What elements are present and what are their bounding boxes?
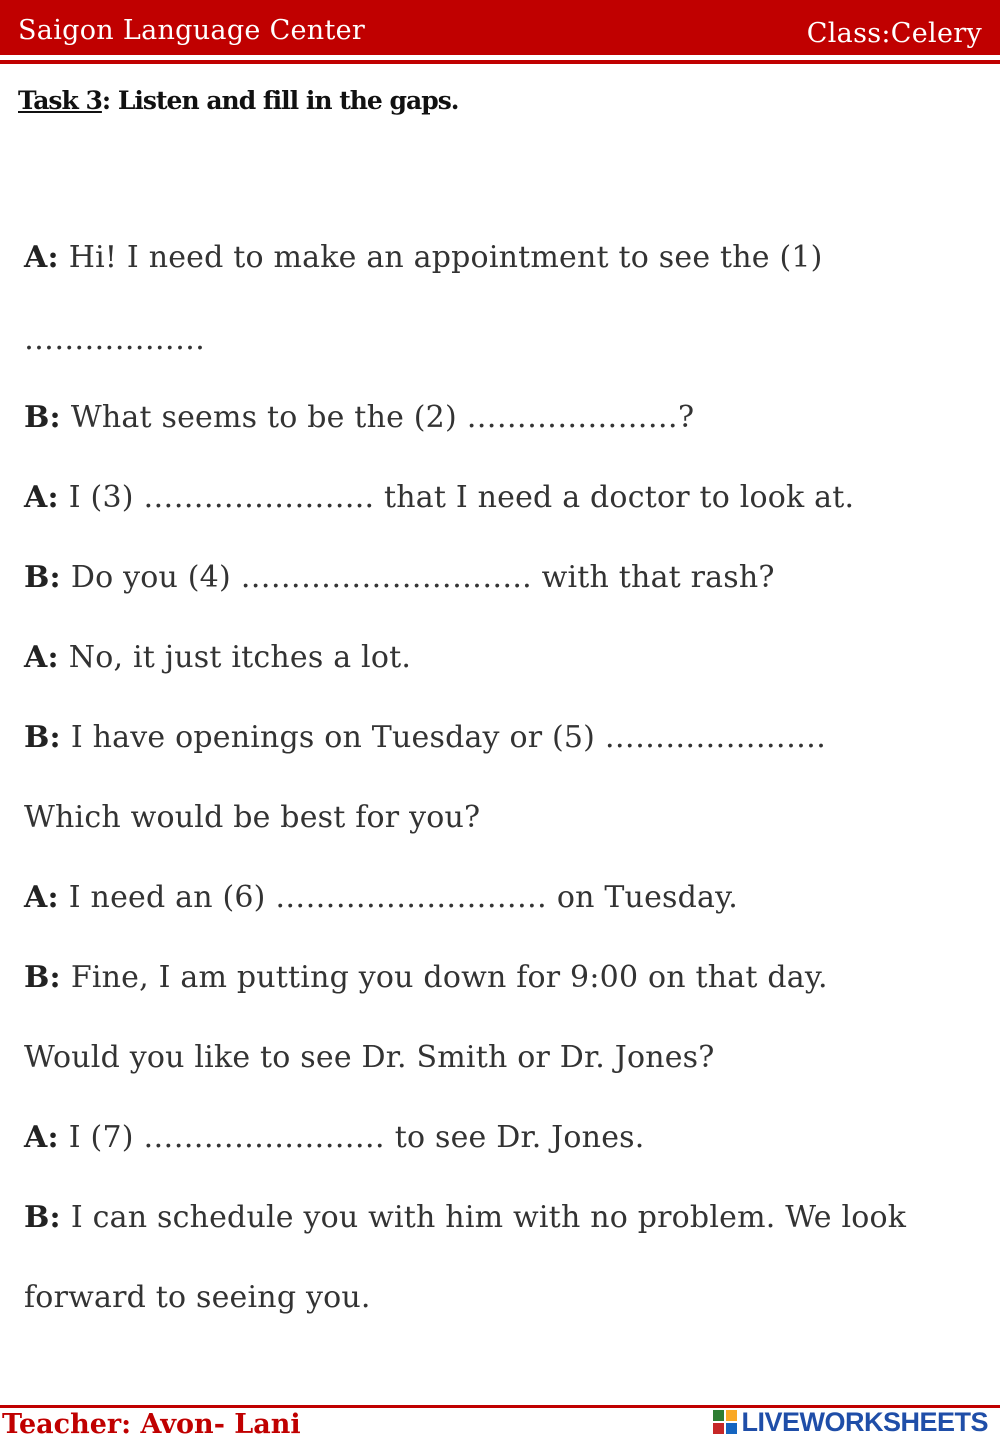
class-name: Class:Celery (806, 18, 982, 49)
dialogue-line (24, 400, 694, 435)
task-title (18, 86, 458, 115)
dialogue-text: Would you like to see Dr. Smith or Dr. Jones? (24, 1040, 715, 1075)
speaker-label: B: (24, 720, 61, 755)
speaker-label: A: (24, 1120, 59, 1155)
dialogue-line (24, 800, 480, 835)
speaker-label: A: (24, 240, 59, 275)
speaker-label: A: (24, 640, 59, 675)
dialogue-text: Which would be best for you? (24, 800, 481, 835)
dialogue-text: Hi! I need to make an appointment to see the (1) (68, 240, 823, 275)
task-label: Task 3 (18, 86, 102, 115)
dialogue-line (24, 880, 738, 915)
dialogue-text: I have openings on Tuesday or (5) …………………. (70, 720, 826, 755)
header-divider (0, 60, 1000, 64)
logo-text: LIVEWORKSHEETS (741, 1406, 988, 1437)
dialogue-line (24, 1280, 371, 1315)
dialogue-text: forward to seeing you. (24, 1280, 371, 1315)
speaker-label: B: (24, 960, 61, 995)
speaker-label: B: (24, 400, 61, 435)
dialogue-line (24, 322, 205, 357)
dialogue-text: Fine, I am putting you down for 9:00 on that day. (70, 960, 828, 995)
dialogue-line (24, 1040, 715, 1075)
dialogue-line (24, 240, 823, 275)
dialogue-text: I (3) ………………….. that I need a doctor to look at. (68, 480, 855, 515)
speaker-label: B: (24, 560, 61, 595)
dialogue-text: I can schedule you with him with no problem. We look (70, 1200, 907, 1235)
speaker-label: A: (24, 480, 59, 515)
dialogue-text: I (7) …………………… to see Dr. Jones. (68, 1120, 645, 1155)
dialogue-line (24, 480, 854, 515)
teacher-name: Teacher: Avon- Lani (2, 1409, 301, 1440)
school-name: Saigon Language Center (18, 15, 366, 46)
dialogue-text: ……………… (24, 322, 206, 357)
dialogue-text: No, it just itches a lot. (68, 640, 412, 675)
dialogue-line (24, 960, 828, 995)
dialogue-line (24, 1200, 906, 1235)
dialogue-text: Do you (4) ……………………….. with that rash? (70, 560, 775, 595)
task-instruction: : Listen and fill in the gaps. (101, 86, 459, 115)
speaker-label: B: (24, 1200, 61, 1235)
speaker-label: A: (24, 880, 59, 915)
dialogue-line (24, 560, 775, 595)
liveworksheets-logo-icon (713, 1410, 737, 1434)
page-header (0, 0, 1000, 55)
dialogue-line (24, 640, 411, 675)
dialogue-text: What seems to be the (2) …………………? (70, 400, 695, 435)
liveworksheets-logo (713, 1406, 988, 1438)
dialogue-text: I need an (6) ……………………… on Tuesday. (68, 880, 739, 915)
dialogue-line (24, 720, 826, 755)
dialogue-line (24, 1120, 644, 1155)
